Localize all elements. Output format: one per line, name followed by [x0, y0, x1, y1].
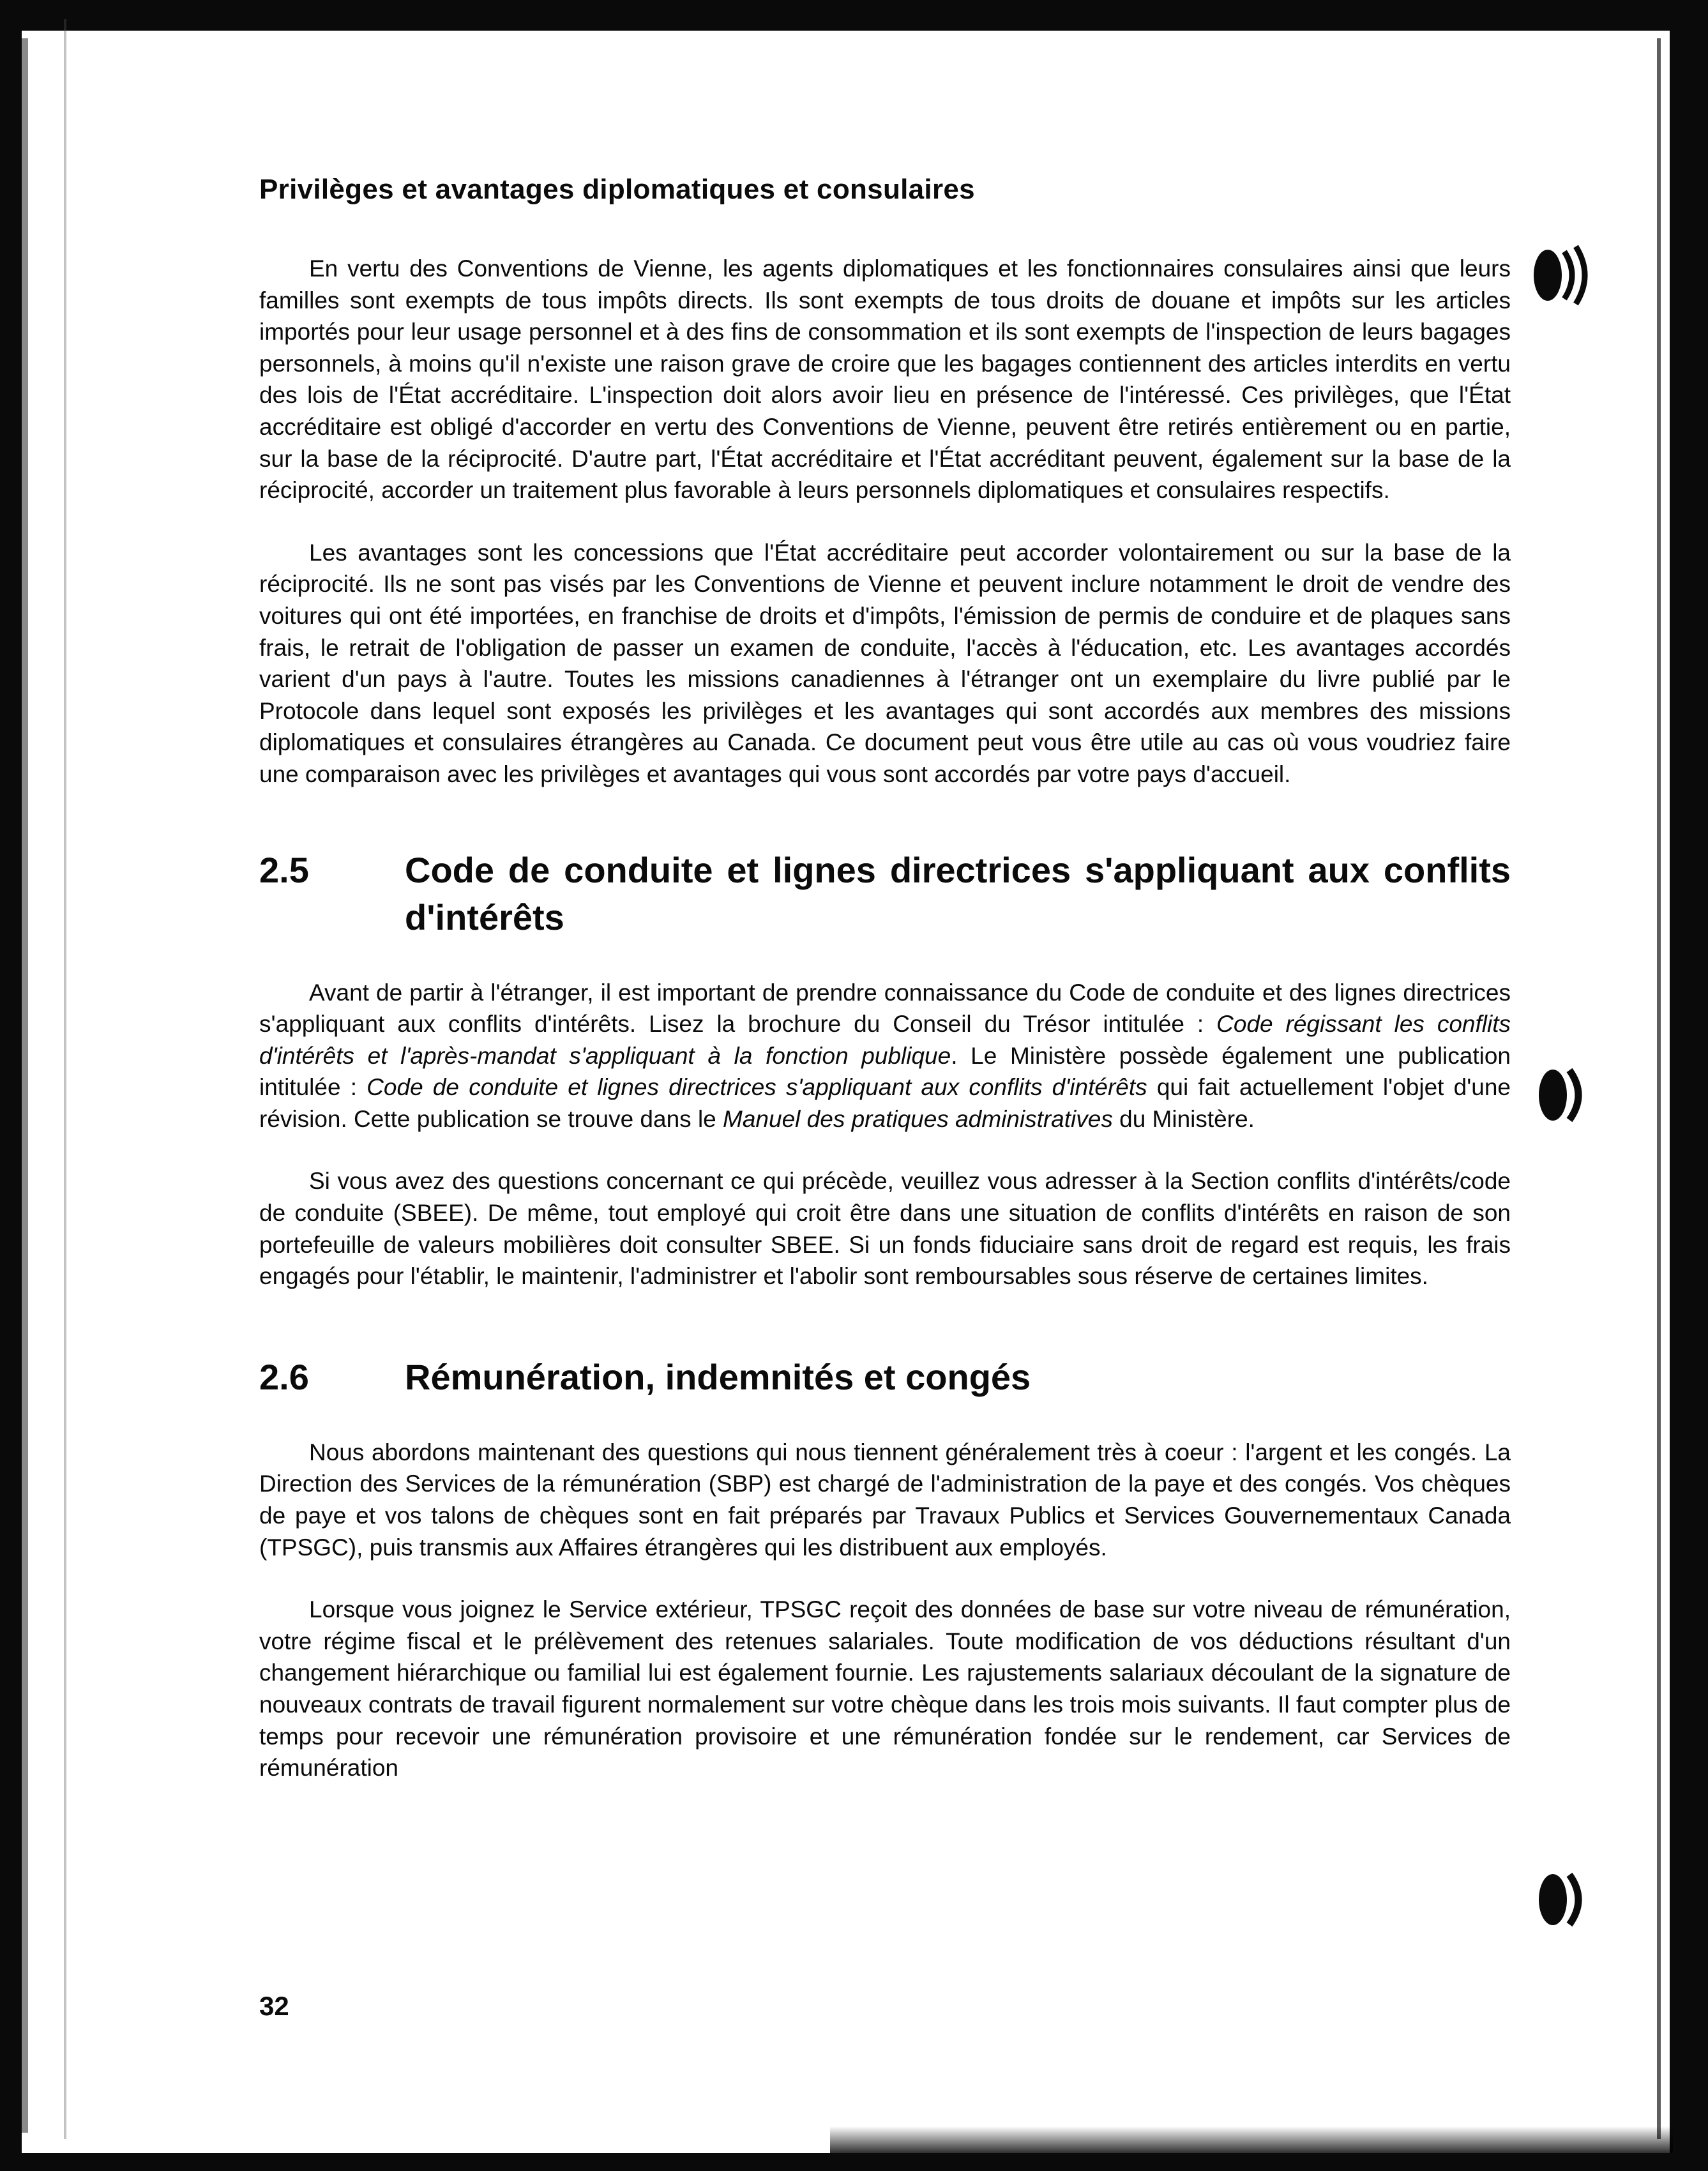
scan-curl-bottom	[830, 2126, 1673, 2154]
publication-title: Code régissant les conflits d'intérêts et l'après-mandat s'appliquant à la fonction publique	[259, 1011, 1511, 1069]
document-page	[259, 172, 1511, 1815]
section-title: Rémunération, indemnités et congés	[405, 1356, 1031, 1397]
paragraph: Les avantages sont les concessions que l'État accréditaire peut accorder volontairement ou sur la base de la réciprocité. Ils ne sont pas visés par les Conventions de Vienne et peuvent inclure notamment le droit de vendre des voitures qui ont été importées, en franchise de droits et d'impôts, l'émission de permis de conduire et de plaques sans frais, le retrait de l'obligation de passer un examen de conduite, l'accès à l'éducation, etc. Les avantages accordés varient d'un pays à l'autre. Toutes les missions canadiennes à l'étranger ont un exemplaire du livre publié par le Protocole dans lequel sont exposés les privilèges et les avantages qui sont accordés aux membres des missions diplomatiques et consulaires étrangères au Canada. Ce document peut vous être utile au cas où vous voudriez faire une comparaison avec les privilèges et avantages qui vous sont accordés par votre pays d'accueil.	[259, 539, 1511, 787]
revision-marker-icon	[1527, 240, 1598, 310]
publication-title: Manuel des pratiques administratives	[723, 1105, 1113, 1132]
paragraph-text: qui fait actuellement l'objet d'une révision. Cette publication se trouve dans le	[259, 1074, 1511, 1132]
publication-title: Code de conduite et lignes directrices s'appliquant aux conflits d'intérêts	[367, 1074, 1147, 1101]
scan-border-left	[0, 0, 22, 2171]
scan-border-bottom	[0, 2153, 1708, 2171]
section-number: 2.5	[259, 849, 309, 890]
scan-border-right	[1670, 0, 1708, 2171]
paragraph-text: du Ministère.	[1112, 1105, 1255, 1132]
paragraph-text: . Le Ministère possède également une publication intitulée :	[259, 1042, 1511, 1101]
section-title: Code de conduite et lignes directrices s'appliquant aux conflits d'intérêts	[405, 849, 1511, 937]
paragraph	[259, 977, 1511, 1135]
page-number: 32	[259, 1991, 289, 2021]
revision-marker-icon	[1534, 1865, 1604, 1935]
section-number: 2.6	[259, 1356, 309, 1397]
scan-line-left	[64, 19, 66, 2139]
section-heading	[259, 847, 1511, 941]
page-heading: Privilèges et avantages diplomatiques et consulaires	[259, 174, 975, 205]
revision-marker-icon	[1534, 1060, 1604, 1130]
paragraph: En vertu des Conventions de Vienne, les agents diplomatiques et les fonctionnaires consulaires ainsi que leurs familles sont exempts de tous impôts directs. Ils sont exempts de tous droits de douane et impôts sur les articles importés pour leur usage personnel et à des fins de consommation et ils sont exempts de l'inspection de leurs bagages personnels, à moins qu'il n'existe une raison grave de croire que les bagages contiennent des articles interdits en vertu des lois de l'État accréditaire. L'inspection doit alors avoir lieu en présence de l'intéressé. Ces privilèges, que l'État accréditaire est obligé d'accorder en vertu des Conventions de Vienne, peuvent être retirés entièrement ou en partie, sur la base de la réciprocité. D'autre part, l'État accréditaire et l'État accréditant peuvent, également sur la base de la réciprocité, accorder un traitement plus favorable à leurs personnels diplomatiques et consulaires respectifs.	[259, 255, 1511, 504]
paragraph: Lorsque vous joignez le Service extérieur, TPSGC reçoit des données de base sur votre niveau de rémunération, votre régime fiscal et le prélèvement des retenues salariales. Toute modification de vos déductions résultant d'un changement hiérarchique ou familial lui est également fournie. Les rajustements salariaux découlant de la signature de nouveaux contrats de travail figurent normalement sur votre chèque dans les trois mois suivants. Il faut compter plus de temps pour recevoir une rémunération provisoire et une rémunération fondée sur le rendement, car Services de rémunération	[259, 1596, 1511, 1781]
section-heading	[259, 1354, 1511, 1401]
scan-border-top	[0, 0, 1708, 31]
paragraph: Nous abordons maintenant des questions qui nous tiennent généralement très à coeur : l'argent et les congés. La Direction des Services de la rémunération (SBP) est chargé de l'administration de la paye et des congés. Vos chèques de paye et vos talons de chèques sont en fait préparés par Travaux Publics et Services Gouvernementaux Canada (TPSGC), puis transmis aux Affaires étrangères qui les distribuent aux employés.	[259, 1439, 1511, 1561]
paragraph-text: Avant de partir à l'étranger, il est important de prendre connaissance du Code de conduite et des lignes directrices s'appliquant aux conflits d'intérêts. Lisez la brochure du Conseil du Trésor intitulée :	[259, 979, 1511, 1038]
scan-shadow-right	[1657, 38, 1661, 2139]
scan-shadow-left	[22, 38, 28, 2133]
paragraph: Si vous avez des questions concernant ce qui précède, veuillez vous adresser à la Section conflits d'intérêts/code de conduite (SBEE). De même, tout employé qui croit être dans une situation de conflits d'intérêts en raison de son portefeuille de valeurs mobilières doit consulter SBEE. Si un fonds fiduciaire sans droit de regard est requis, les frais engagés pour l'établir, le maintenir, l'administrer et l'abolir sont remboursables sous réserve de certaines limites.	[259, 1168, 1511, 1290]
